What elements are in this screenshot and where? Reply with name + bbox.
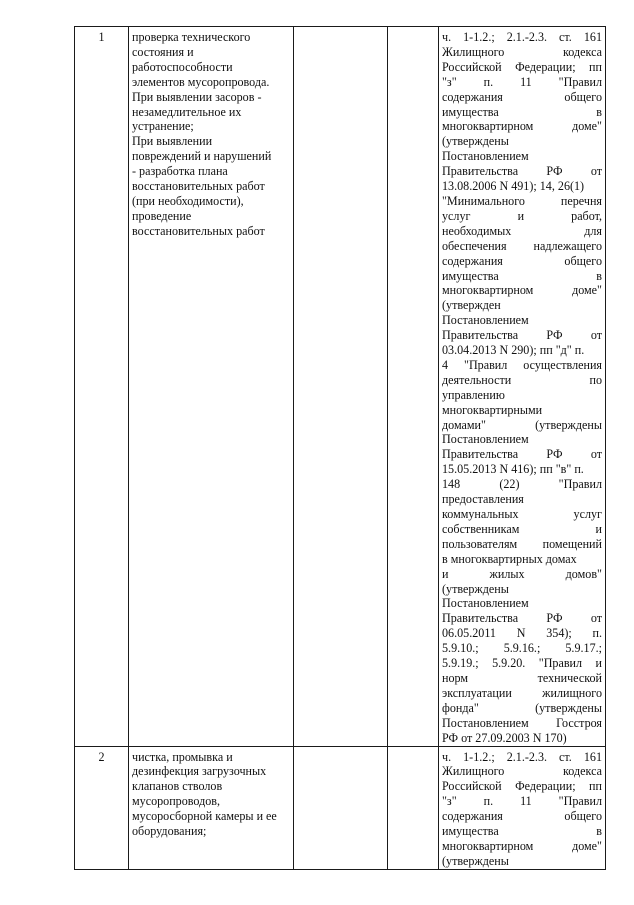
legal-basis-word: для [584,223,602,238]
legal-basis-word: и [442,566,449,581]
legal-basis-word: от [590,164,602,179]
legal-basis-word: 4 [442,357,449,372]
legal-basis-cell [439,746,606,869]
legal-basis-word: в [596,268,602,283]
legal-basis-word: многоквартирном [442,838,534,853]
legal-basis-word: Постановлением [442,313,529,328]
work-description-line: оборудования; [132,824,207,839]
legal-basis-word: работ, [571,208,602,223]
work-description-cell [129,746,294,869]
legal-basis-word: (утверждены [535,700,602,715]
legal-basis-word: (утвержден [442,298,501,313]
legal-basis-line [442,641,602,656]
work-description-line: дезинфекция загрузочных [132,764,267,779]
legal-basis-word: технической [537,670,602,685]
legal-basis-word: Российской [442,59,502,74]
legal-basis-word: пользователям [442,536,518,551]
legal-basis-word: Жилищного [442,44,505,59]
legal-basis-word: ст. [559,749,572,764]
table-body [75,27,606,870]
legal-basis-word: доме" [572,838,602,853]
legal-basis-word: 5.9.10.; [442,641,479,656]
legal-basis-word: "Правил [538,656,583,671]
legal-basis-line [442,209,602,224]
document-table [74,26,606,870]
legal-basis-line [442,90,602,105]
legal-basis-line [442,522,602,537]
legal-basis-word: (утверждены [442,134,509,149]
legal-basis-word: многоквартирными [442,402,543,417]
legal-basis-word: п. [592,626,602,641]
legal-basis-word: п. [483,794,494,809]
legal-basis-word: домами" [442,417,486,432]
legal-basis-word: услуг [573,507,602,521]
legal-basis-line [442,134,602,149]
work-description-line: клапанов стволов [132,779,223,794]
legal-basis-line [442,824,602,839]
legal-basis-line [442,164,602,179]
legal-basis-word: Жилищного [442,764,505,779]
legal-basis-word: 148 [442,477,461,492]
legal-basis-line [442,537,602,552]
legal-basis-word: имущества [442,268,499,283]
legal-basis-line [442,507,602,522]
legal-basis-word: "Правил [558,74,602,89]
legal-basis-word: 03.04.2013 N 290); пп "д" п. [442,343,585,358]
row-number: 1 [98,30,105,44]
legal-basis-line [442,60,602,75]
legal-basis-word: 1-1.2.; [463,30,495,44]
legal-basis-word: общего [564,809,602,824]
legal-basis-line [442,477,602,492]
legal-basis-word: кодекса [563,764,602,779]
legal-basis-word: Российской [442,779,502,794]
legal-basis-word: Постановлением [442,432,529,447]
legal-basis-line [442,432,602,447]
work-description-line: чистка, промывка и [132,749,233,764]
legal-basis-line [442,731,602,746]
legal-basis-line [442,779,602,794]
work-description-line: проверка технического [132,30,251,44]
legal-basis-word: (утверждены [442,581,509,596]
legal-basis-word: многоквартирном [442,119,534,134]
legal-basis-word: многоквартирном [442,283,534,298]
legal-basis-word: фонда" [442,700,479,715]
work-description-cell [129,27,294,747]
legal-basis-line [442,839,602,854]
legal-basis-word: 11 [520,74,532,89]
legal-basis-word: 11 [520,794,532,809]
legal-basis-word: 5.9.20. [492,656,526,671]
empty-cell [294,27,388,747]
legal-basis-word: от [590,611,602,626]
legal-basis-line [442,686,602,701]
legal-basis-line [442,567,602,582]
empty-cell [388,27,439,747]
legal-basis-line [442,701,602,716]
legal-basis-word: (утверждены [535,417,602,432]
legal-basis-word: и [595,521,602,536]
work-description-line: элементов мусоропровода. [132,74,270,89]
table-row [75,746,606,869]
legal-basis-word: РФ [546,447,563,462]
legal-basis-word: Постановлением [442,149,529,164]
legal-basis-word: Постановлением [442,596,529,611]
empty-cell [388,746,439,869]
legal-basis-line [442,750,602,765]
table-row [75,27,606,747]
legal-basis-word: обеспечения [442,238,507,253]
legal-basis-word: кодекса [563,44,602,59]
legal-basis-word: пп [589,59,602,74]
row-number: 2 [98,749,105,764]
legal-basis-line [442,492,602,507]
legal-basis-word: "з" [442,794,457,809]
legal-basis-line [442,716,602,731]
legal-basis-line [442,582,602,597]
legal-basis-word: Федерации; [515,779,576,794]
legal-basis-line [442,119,602,134]
legal-basis-word: домов" [565,566,602,581]
legal-basis-word: и [517,208,525,223]
legal-basis-word: предоставления [442,492,524,507]
legal-basis-word: доме" [572,283,602,298]
legal-basis-line [442,328,602,343]
legal-basis-line [442,373,602,388]
legal-basis-word: ч. [442,30,452,44]
legal-basis-word: управлению [442,387,505,402]
legal-basis-word: 13.08.2006 N 491); 14, 26(1) [442,179,585,194]
legal-basis-line [442,239,602,254]
legal-basis-line [442,283,602,298]
legal-basis-word: в многоквартирных домах [442,551,577,566]
legal-basis-word: помещений [542,536,602,551]
legal-basis-word: ст. [559,30,572,44]
legal-basis-word: имущества [442,824,499,839]
legal-basis-word: собственникам [442,521,520,536]
legal-basis-line [442,254,602,269]
legal-basis-line [442,809,602,824]
legal-basis-line [442,552,602,567]
legal-basis-word: РФ [546,611,563,626]
legal-basis-word: и [595,656,602,671]
work-description-line: устранение; [132,119,194,134]
legal-basis-line [442,269,602,284]
legal-basis-line [442,75,602,90]
legal-basis-word: 354); [546,626,572,641]
work-description-line: мусоросборной камеры и ее [132,809,277,824]
legal-basis-word: Правительства [442,611,519,626]
legal-basis-line [442,388,602,403]
legal-basis-line [442,298,602,313]
legal-basis-word: в [596,824,602,839]
legal-basis-word: имущества [442,104,499,119]
legal-basis-word: "Правил [558,794,602,809]
legal-basis-word: в [596,104,602,119]
legal-basis-word: от [590,328,602,343]
legal-basis-word: жилищного [542,685,602,700]
legal-basis-word: доме" [572,119,602,134]
legal-basis-word: общего [564,89,602,104]
legal-basis-line [442,447,602,462]
legal-basis-word: надлежащего [533,238,602,253]
legal-basis-line [442,224,602,239]
work-description-line: - разработка плана [132,164,228,179]
legal-basis-line [442,596,602,611]
work-description-line: (при необходимости), [132,193,244,208]
work-description-line: проведение [132,208,192,223]
legal-basis-word: 15.05.2013 N 416); пп "в" п. [442,462,584,477]
legal-basis-word: перечня [560,193,602,208]
legal-basis-word: 161 [583,749,602,764]
legal-basis-line [442,194,602,209]
legal-basis-word: (22) [499,477,520,492]
work-description-line: состояния и [132,44,194,59]
legal-basis-word: "Минимального [442,193,525,208]
legal-basis-word: осуществления [523,357,602,372]
legal-basis-word: 1-1.2.; [463,749,495,764]
legal-basis-line [442,671,602,686]
legal-basis-word: "з" [442,74,457,89]
legal-basis-word: Постановлением [442,715,529,730]
legal-basis-word: 161 [583,30,602,44]
legal-basis-line [442,656,602,671]
legal-basis-word: 5.9.16.; [503,641,541,656]
legal-basis-word: норм [442,670,469,685]
work-description-line: повреждений и нарушений [132,149,272,164]
work-description-line: восстановительных работ [132,179,265,194]
legal-basis-line [442,30,602,45]
legal-basis-word: содержания [442,253,503,268]
legal-basis-word: 5.9.19.; [442,656,479,671]
legal-basis-word: услуг [442,208,471,223]
legal-basis-line [442,313,602,328]
work-description-line: При выявлении засоров - [132,89,262,104]
work-description-line: работоспособности [132,59,233,74]
legal-basis-word: ч. [442,749,452,764]
legal-basis-word: эксплуатации [442,685,512,700]
work-description-line: мусоропроводов, [132,794,221,809]
legal-basis-word: пп [589,779,602,794]
legal-basis-line [442,626,602,641]
legal-basis-word: по [589,372,602,387]
legal-basis-word: п. [483,74,494,89]
legal-basis-word: общего [564,253,602,268]
row-number-cell [75,746,129,869]
legal-basis-word: (утверждены [442,853,509,868]
legal-basis-line [442,343,602,358]
legal-basis-word: коммунальных [442,507,519,521]
legal-basis-line [442,179,602,194]
legal-basis-word: "Правил [464,357,508,372]
legal-basis-cell [439,27,606,747]
legal-basis-line [442,403,602,418]
work-description-line: При выявлении [132,134,213,149]
legal-basis-line [442,149,602,164]
legal-basis-word: Госстроя [556,715,602,730]
legal-basis-word: "Правил [558,477,602,492]
legal-basis-word: Правительства [442,447,519,462]
work-description-line: восстановительных работ [132,223,265,238]
row-number-cell [75,27,129,747]
legal-basis-word: 06.05.2011 [442,626,496,641]
legal-basis-word: деятельности [442,372,512,387]
legal-basis-word: 2.1.-2.3. [506,30,548,44]
legal-basis-word: необходимых [442,223,512,238]
legal-basis-word: Правительства [442,164,519,179]
legal-basis-word: Федерации; [515,59,576,74]
legal-basis-word: РФ [546,164,563,179]
legal-basis-line [442,764,602,779]
legal-basis-word: от [590,447,602,462]
legal-basis-word: 5.9.17.; [565,641,602,656]
legal-basis-line [442,418,602,433]
legal-basis-line [442,462,602,477]
empty-cell [294,746,388,869]
legal-basis-line [442,105,602,120]
legal-basis-word: Правительства [442,328,519,343]
legal-basis-word: жилых [489,566,525,581]
legal-basis-line [442,45,602,60]
work-description-line: незамедлительное их [132,104,242,119]
legal-basis-word: N [516,626,526,641]
legal-basis-word: содержания [442,809,503,824]
legal-basis-line [442,854,602,869]
legal-basis-line [442,358,602,373]
legal-basis-word: РФ [546,328,563,343]
legal-basis-line [442,794,602,809]
legal-basis-line [442,611,602,626]
legal-basis-word: 2.1.-2.3. [506,749,548,764]
legal-basis-word: РФ от 27.09.2003 N 170) [442,730,567,745]
legal-basis-word: содержания [442,89,503,104]
